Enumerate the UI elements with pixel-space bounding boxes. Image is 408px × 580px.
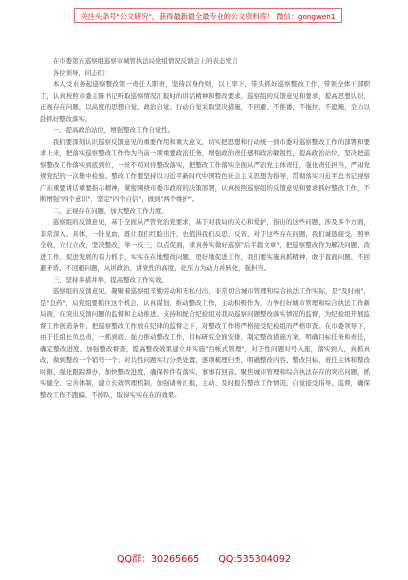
document-body	[40, 56, 370, 526]
paragraph-section-3: 巡察组的反馈意见，凝聚着巡察组辛勤劳动和无私付出，非常切合城市管理和综合执法工作实际，是"及时雨"，是"良药"，局党组要抓住这个机会，认真谋划，推动整改工作，主动积极作为，力争打好城市管理和综合执法工作新局面，在突出反馈问题的监督和主动推进。支持和配合纪检组对我局巡察问题整改落实情况的监督，为纪检组开展监督工作创造条件，把巡察整改工作放在纪律的监督之下，对整改工作将严格接受纪检组的严格审查。在市委领导下，由于任组长负总责，一抓到底，强力推动整改工作，目标研究全面安排，制定整改措施方案，明确目标任务和责任，确定整改进度、加强整改督查，提高整改效果建立并实施"台帐式管理"，对于性问题对号入座，落实到人，真抓真改，做到整改一个销号一个；对共性问题实行分类处置，逐项梳理归类，明确整改内容、整改目标、责任主体和整改时限，强化跟踪督办，加快整改进度，确保件件有落实，事事有回音。聚焦城市管理和综合执法存在的突出问题，抓实健全、完善体制，建立长效管理机制，加强诸务汇报，主动、及时报告整改工作情况，自觉接受指导、监督，确保整改工作不跑偏、不掉队，取得实实在在的效果。	[40, 287, 370, 399]
footer-qq-group: QQ群：30265665	[117, 554, 200, 565]
footer-contact	[0, 551, 408, 565]
promo-banner: 关注头条号"公文研究"，获得最新最全最专业的公文资料库！ 微信：gongwen1	[74, 8, 342, 23]
paragraph-section-2: 巡察组的反馈意见，基于全面从严管党治党要求，基于对我局的关心和爱护，指出的这些问题，涉及多个方面，非常深入、具体，一针见血，既让我们红脸出汗，也值得我们反思、反省，对于这些存在问题，我们诚恳接受，照单全收，立行立改，坚决整改，举一反三，以点促面，求真务实做好巡察"后半篇文章"，把巡察整改作为解决问题、改进工作、促进发展的有力抓手，实实在在地整改问题，更好地促进工作，我们要实施真抓精神，敢于直面问题、不回避矛盾、不回避问题，从讲政治、讲党性的高度，化压力为动力并转化，强担当。	[40, 218, 370, 272]
greeting-line: 各位领导，同志们：	[52, 68, 111, 77]
footer-qq: QQ:535304092	[218, 554, 291, 565]
paragraph-section-1: 我们要深刻认识巡察反馈意见的重要作用和重大意义，切实把思想和行动统一到市委对巡察整改工作的部署和要求上来，把落实巡察整改工作作为当前一项重要政治任务，增强政治责任感和政治敏锐性，提高政治站位，坚决把巡察整改工作落实到底到位，一丝不苟对待整改落实，把整改工作落实全面从严治党主体责任，强化责任担当，严肃党规党纪的一次集中检验。整改工作要坚持以习近平新时代中国特色社会主义思想为指导，贯彻落实习近平总书记视察广东重要讲话重要指示精神，紧密围绕市委市政府的决策部署，认真按照巡察组的反馈意见和要求抓好整改工作，不断增强"四个意识"，坚定"四个自信"，做到"两个维护"。	[40, 137, 370, 203]
paragraph-intro: 本人受水务起巡察整改第一责任人职责，坚持以身作则，以上率下，带头抓好巡察整改工作，带领全体干部职工，认真按照市委主陈书记听取巡察情况汇报时的讲话精神和整改要求，巡察组的反馈意见和要求，提高思想认识，正视存在问题，以高度的思想自觉、政治自觉、行动自觉采取坚决措施，不回避、不推诿、不拖拉、不遮掩，全力以赴抓好整改落实。	[40, 80, 370, 123]
section-heading-2: 二、正视存在问题，加大整改工作力度。	[52, 206, 168, 215]
section-heading-3: 三、坚持多措并举，提高整改工作实效。	[52, 275, 168, 284]
section-heading-1: 一、提高政治站位，增强整改工作自觉性。	[52, 126, 175, 134]
document-title: 在市委第五巡察组巡察市城管执法局党组情况反馈会上的表态发言	[52, 57, 239, 65]
